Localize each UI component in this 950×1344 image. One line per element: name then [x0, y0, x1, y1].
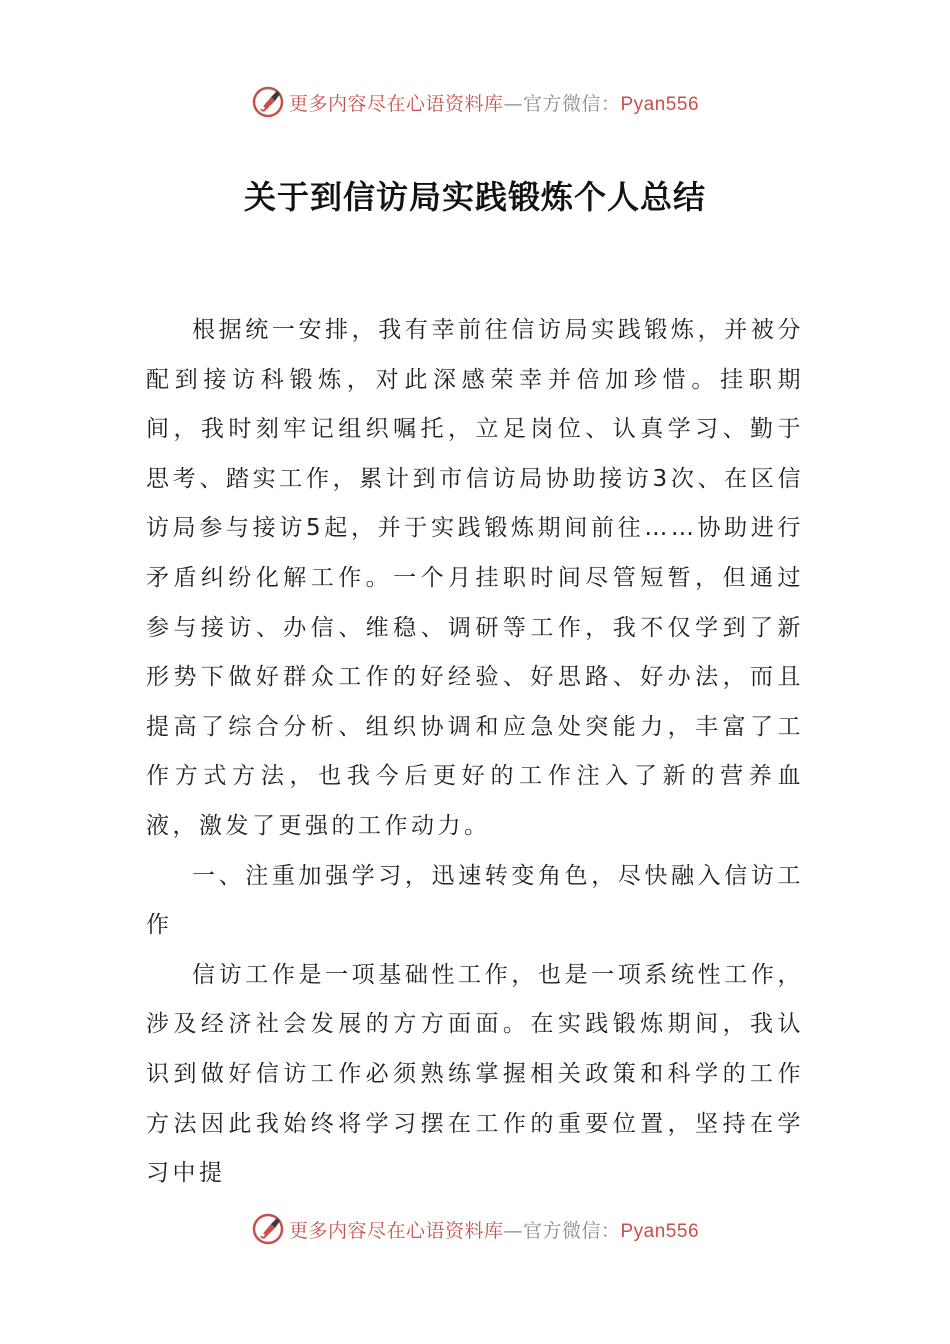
- section-heading-1: 一、注重加强学习，迅速转变角色，尽快融入信访工作: [146, 862, 804, 939]
- header-site-text: 更多内容尽在心语资料库: [288, 92, 504, 115]
- pen-nib-logo-icon: [251, 85, 285, 119]
- header-banner-text: [289, 89, 699, 116]
- header-banner: [0, 82, 950, 122]
- footer-site-text: 更多内容尽在心语资料库: [288, 1219, 504, 1242]
- footer-wechat-id: Pyan556: [620, 1220, 700, 1242]
- document-title: 关于到信访局实践锻炼个人总结: [243, 178, 706, 216]
- footer-banner-text: [289, 1216, 699, 1243]
- footer-wechat-label: 官方微信：: [522, 1219, 621, 1242]
- header-separator: —: [503, 92, 523, 115]
- paragraph-intro: 根据统一安排，我有幸前往信访局实践锻炼，并被分配到接访科锻炼，对此深感荣幸并倍加珍惜。挂职期间，我时刻牢记组织嘱托，立足岗位、认真学习、勤于思考、踏实工作，累计到市信访局协助接访3次、在区信访局参与接访5起，并于实践锻炼期间前往……协助进行矛盾纠纷化解工作。一个月挂职时间尽管短暂，但通过参与接访、办信、维稳、调研等工作，我不仅学到了新形势下做好群众工作的好经验、好思路、好办法，而且提高了综合分析、组织协调和应急处突能力，丰富了工作方式方法，也我今后更好的工作注入了新的营养血液，激发了更强的工作动力。: [146, 317, 804, 839]
- header-wechat-label: 官方微信：: [522, 92, 621, 115]
- pen-nib-logo-icon: [251, 1212, 285, 1246]
- footer-banner: [0, 1209, 950, 1249]
- document-body: [146, 306, 804, 1199]
- paragraph-section-1: 信访工作是一项基础性工作，也是一项系统性工作，涉及经济社会发展的方方面面。在实践锻炼期间，我认识到做好信访工作必须熟练掌握相关政策和科学的工作方法因此我始终将学习摆在工作的重要位置，坚持在学习中提: [146, 961, 804, 1187]
- footer-separator: —: [503, 1219, 523, 1242]
- header-wechat-id: Pyan556: [620, 93, 700, 115]
